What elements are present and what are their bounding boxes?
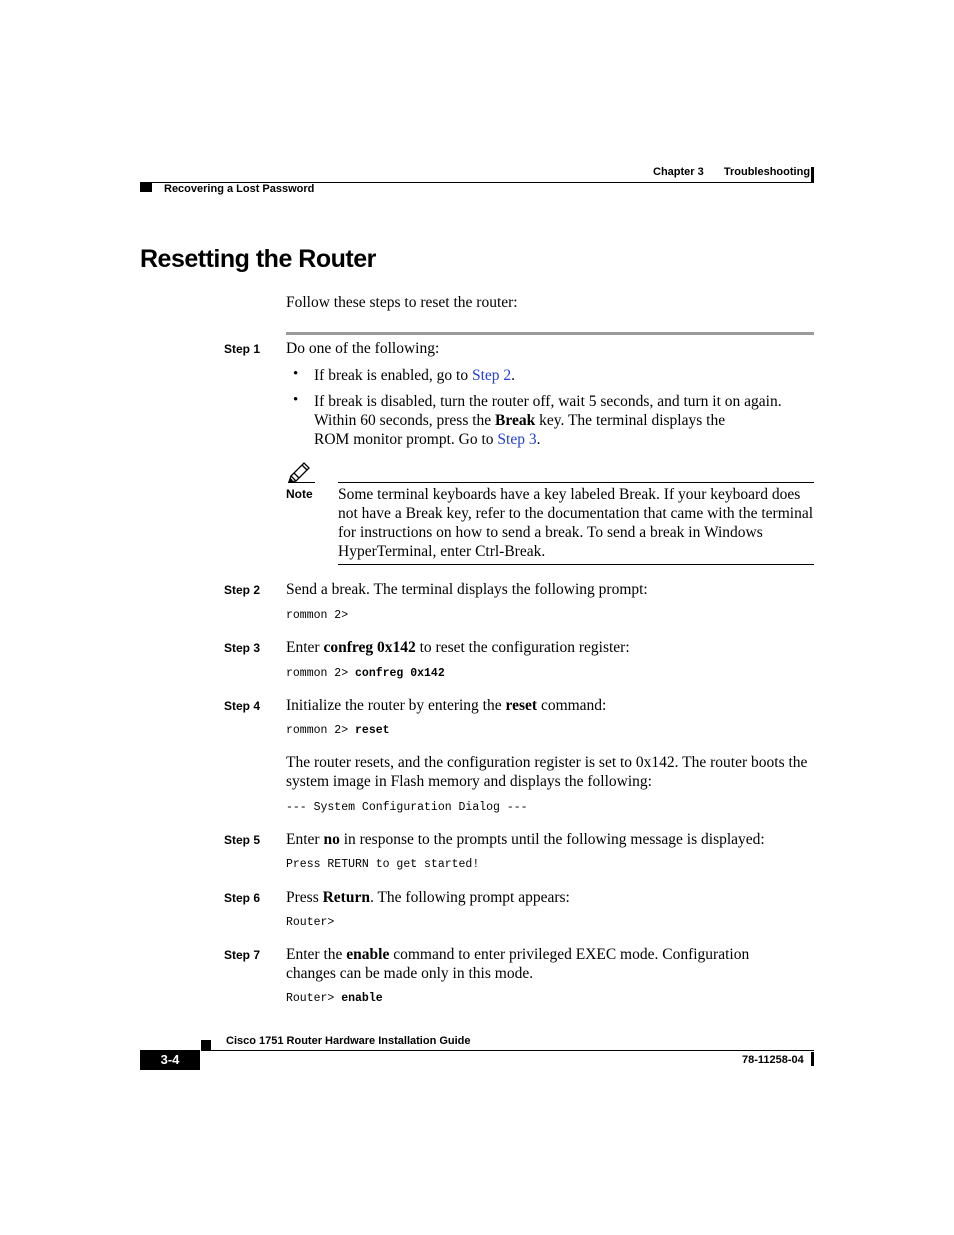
doc-number: 78-11258-04	[742, 1054, 804, 1066]
code-prompt: rommon 2>	[286, 667, 356, 680]
step-3-text-a: Enter	[286, 639, 324, 656]
header-square-marker	[140, 182, 152, 192]
step-6-code: Router>	[286, 916, 335, 929]
code-prompt: Router>	[286, 992, 342, 1005]
note-top-rule	[338, 482, 814, 483]
procedure-rule	[286, 332, 814, 335]
step-2-link[interactable]: Step 2	[471, 367, 512, 384]
step-3-code	[286, 667, 445, 680]
running-header-section: Recovering a Lost Password	[164, 183, 315, 195]
bullet-2-text-b: key. The terminal displays the	[535, 412, 726, 429]
step-4-text-a: Initialize the router by entering the	[286, 697, 506, 714]
step-4-text	[286, 696, 814, 715]
page-title: Resetting the Router	[140, 245, 376, 273]
enable-command: enable	[346, 946, 390, 963]
return-key-name: Return	[322, 889, 370, 906]
bullet-icon: •	[293, 392, 299, 408]
bullet-1-punct: .	[511, 367, 516, 384]
bullet-icon: •	[293, 366, 299, 382]
step-1-text: Do one of the following:	[286, 340, 440, 357]
code-command: enable	[341, 992, 383, 1005]
reset-command: reset	[505, 697, 538, 714]
chapter-number: Chapter 3	[653, 166, 704, 178]
running-header-chapter	[653, 166, 810, 178]
step-7-text-b: command to enter privileged EXEC mode. Configuration changes can be made only in this mode.	[286, 946, 750, 982]
step-5-code: Press RETURN to get started!	[286, 858, 480, 871]
step-3-label: Step 3	[224, 641, 261, 655]
step-3-link[interactable]: Step 3	[497, 431, 537, 448]
bullet-2-punct: .	[536, 431, 541, 448]
step-3-text-b: to reset the configuration register:	[415, 639, 630, 656]
bullet-2-text-c: ROM monitor prompt. Go to	[314, 431, 498, 448]
note-text: Some terminal keyboards have a key labeled Break. If your keyboard does not have a Break key, refer to the documentation that came with the terminal for instructions on how to send a break. To send a break in Windows HyperTerminal, enter Ctrl-Break.	[338, 486, 814, 560]
intro-text: Follow these steps to reset the router:	[286, 294, 518, 311]
step-4-text-b: command:	[537, 697, 607, 714]
break-key-name: Break	[495, 412, 536, 429]
step-6-text-a: Press	[286, 889, 323, 906]
step-4-followup-code: --- System Configuration Dialog ---	[286, 801, 528, 814]
note-bottom-rule	[338, 564, 814, 565]
step-7-text-a: Enter the	[286, 946, 347, 963]
step-5-text	[286, 830, 814, 849]
step-6-text	[286, 888, 814, 907]
page-number: 3-4	[140, 1050, 200, 1070]
step-7-text	[286, 945, 786, 983]
step-7-label: Step 7	[224, 948, 261, 962]
step-6-label: Step 6	[224, 891, 261, 905]
no-response: no	[323, 831, 340, 848]
step-7-code	[286, 992, 383, 1005]
step-4-followup: The router resets, and the configuration register is set to 0x142. The router boots the system image in Flash memory and displays the following:	[286, 754, 808, 790]
step-5-text-a: Enter	[286, 831, 324, 848]
step-2-label: Step 2	[224, 583, 261, 597]
step-3-text	[286, 638, 814, 657]
footer-square-marker	[201, 1040, 211, 1050]
bullet-2-line-3	[314, 430, 814, 449]
footer-marker-bar	[811, 1052, 814, 1066]
bullet-1-text: If break is enabled, go to	[314, 367, 472, 384]
step-1-bullet-2	[314, 392, 814, 449]
code-command: reset	[355, 724, 390, 737]
step-4-code	[286, 724, 390, 737]
chapter-title: Troubleshooting	[723, 166, 811, 178]
code-prompt: rommon 2>	[286, 724, 356, 737]
step-2-text: Send a break. The terminal displays the following prompt:	[286, 581, 648, 598]
step-1-label: Step 1	[224, 342, 261, 356]
bullet-2-text-a: Within 60 seconds, press the	[314, 412, 496, 429]
step-1-bullet-1	[314, 366, 814, 385]
step-5-text-b: in response to the prompts until the following message is displayed:	[339, 831, 765, 848]
footer-guide-title: Cisco 1751 Router Hardware Installation Guide	[226, 1035, 471, 1047]
note-label: Note	[286, 487, 313, 501]
step-5-label: Step 5	[224, 833, 261, 847]
step-2-code: rommon 2>	[286, 609, 349, 622]
step-4-label: Step 4	[224, 699, 261, 713]
bullet-2-line-2	[314, 411, 814, 430]
pencil-note-icon	[288, 459, 316, 483]
code-command: confreg 0x142	[355, 667, 445, 680]
footer-rule	[201, 1050, 814, 1051]
header-marker-bar	[811, 167, 814, 183]
confreg-command: confreg 0x142	[323, 639, 416, 656]
step-6-text-b: . The following prompt appears:	[369, 889, 570, 906]
bullet-2-line-1: If break is disabled, turn the router off, wait 5 seconds, and turn it on again.	[314, 393, 782, 410]
